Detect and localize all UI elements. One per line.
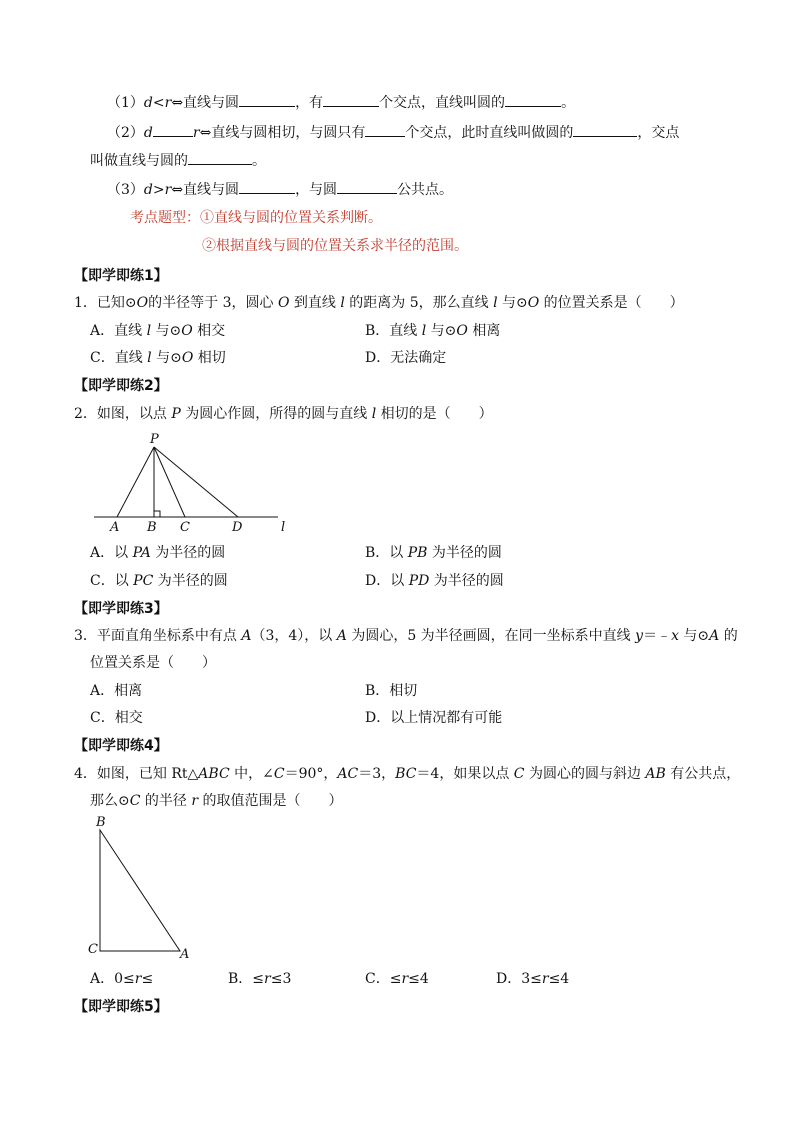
option-2b[interactable]: B．以 PB 为半径的圆 (365, 545, 502, 561)
option-4c[interactable]: C．≤r≤4 (365, 971, 429, 987)
label-p: P (150, 432, 159, 447)
question-4-cont: 那么⊙C 的半径 r 的取值范围是（ ） (90, 793, 343, 809)
blank[interactable] (153, 122, 193, 137)
key-point-2: ②根据直线与圆的位置关系求半径的范围。 (202, 238, 468, 254)
blank[interactable] (505, 92, 561, 107)
label-c: C (88, 942, 98, 957)
label-b: B (147, 520, 157, 535)
blank[interactable] (365, 122, 405, 137)
label-c: C (180, 520, 190, 535)
option-4b[interactable]: B．≤r≤3 (228, 971, 292, 987)
figure-4-right-triangle (84, 812, 204, 964)
triangle-abc (100, 830, 180, 951)
option-1a[interactable]: A．直线 l 与⊙O 相交 (90, 323, 226, 339)
option-2d[interactable]: D．以 PD 为半径的圆 (365, 573, 504, 589)
question-1: 1．已知⊙O的半径等于 3，圆心 O 到直线 l 的距离为 5，那么直线 l 与⊙O 的位置关系是（ ） (74, 295, 684, 311)
blank[interactable] (573, 122, 637, 137)
option-3a[interactable]: A．相离 (90, 683, 143, 699)
exercise-4-header: 【即学即练4】 (74, 738, 168, 754)
option-2c[interactable]: C．以 PC 为半径的圆 (90, 573, 228, 589)
question-3: 3．平面直角坐标系中有点 A（3，4），以 A 为圆心，5 为半径画圆，在同一坐标系中直线 y＝﹣x 与⊙A 的 (74, 628, 738, 644)
label-l: l (281, 520, 286, 535)
option-3d[interactable]: D．以上情况都有可能 (365, 710, 503, 726)
label-d: D (232, 520, 243, 535)
blank[interactable] (239, 179, 295, 194)
option-2a[interactable]: A．以 PA 为半径的圆 (90, 545, 226, 561)
label-a: A (110, 520, 120, 535)
question-2: 2．如图，以点 P 为圆心作圆，所得的圆与直线 l 相切的是（ ） (74, 406, 493, 422)
blank[interactable] (188, 150, 252, 165)
option-1d[interactable]: D．无法确定 (365, 350, 447, 366)
segment-pd (154, 447, 238, 517)
statement-2-cont: 叫做直线与圆的 。 (90, 150, 266, 171)
segment-pc (154, 447, 185, 517)
question-3-cont: 位置关系是（ ） (90, 655, 216, 671)
option-1c[interactable]: C．直线 l 与⊙O 相切 (90, 350, 226, 366)
option-1b[interactable]: B．直线 l 与⊙O 相离 (365, 323, 501, 339)
label-a: A (180, 947, 190, 962)
statement-2: （2）d r⇔直线与圆相切，与圆只有 个交点，此时直线叫做圆的 ，交点 (107, 122, 679, 143)
statement-1: （1）d<r⇔直线与圆 ，有 个交点，直线叫圆的 。 (107, 92, 575, 113)
blank[interactable] (239, 92, 295, 107)
exercise-3-header: 【即学即练3】 (74, 601, 168, 617)
right-angle-mark (154, 511, 160, 517)
option-4d[interactable]: D．3≤r≤4 (496, 971, 570, 987)
statement-3: （3）d>r⇔直线与圆 ，与圆 公共点。 (107, 179, 453, 200)
exercise-1-header: 【即学即练1】 (74, 268, 168, 284)
option-3c[interactable]: C．相交 (90, 710, 143, 726)
blank[interactable] (323, 92, 379, 107)
segment-pa (117, 447, 154, 517)
figure-2-tangent-diagram (90, 430, 300, 538)
blank[interactable] (337, 179, 397, 194)
option-4a[interactable]: A．0≤r≤ (90, 971, 154, 987)
exercise-5-header: 【即学即练5】 (74, 999, 168, 1015)
question-4: 4．如图，已知 Rt△ABC 中，∠C＝90°，AC＝3，BC＝4，如果以点 C 为圆心的圆与斜边 AB 有公共点， (74, 766, 741, 782)
option-3b[interactable]: B．相切 (365, 683, 418, 699)
key-point-1: 考点题型：①直线与圆的位置关系判断。 (130, 210, 382, 226)
exercise-2-header: 【即学即练2】 (74, 378, 168, 394)
label-b: B (96, 815, 106, 830)
